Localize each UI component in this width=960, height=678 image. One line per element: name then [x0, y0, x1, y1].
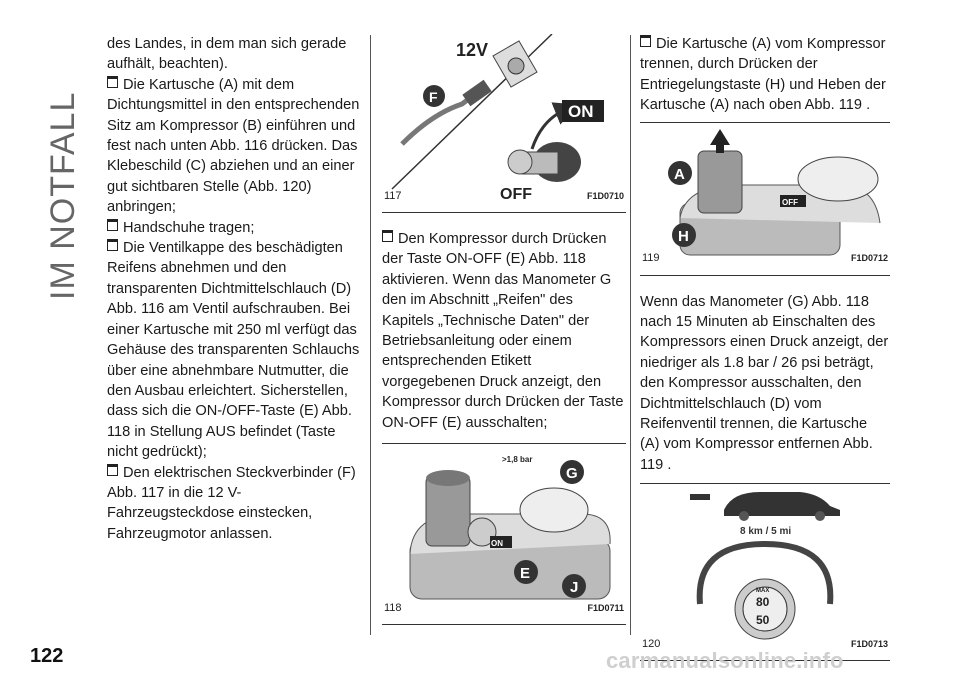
- figure-number: 118: [384, 601, 402, 614]
- paragraph: des Landes, in dem man sich gerade aufhält, beachten).: [107, 36, 347, 73]
- paragraph: Wenn das Manometer (G) Abb. 118 nach 15 Minuten ab Einschalten des Kompressors einen Druck anzeigt, der niedriger als 1.8 bar / 26 psi beträgt, den Kompressor ausschalten, den Dichtmittelschlauch (D) vom Reifenventil trennen, die Kartusche (A) vom Kompressor entfernen Abb. 119 .: [640, 293, 889, 473]
- text-column-2: [382, 34, 626, 625]
- figure-117: [382, 34, 626, 213]
- section-title: IM NOTFALL: [44, 91, 82, 300]
- label-80: 80: [756, 595, 770, 610]
- label-off: OFF: [782, 197, 798, 207]
- label-max: MAX: [756, 588, 770, 595]
- paragraph: Den Kompressor durch Drücken der Taste ON-OFF (E) Abb. 118 aktivieren. Wenn das Manometer G den im Abschnitt „Reifen" des Kapitels „Technische Daten" der Betriebsanleitung oder einem entsprechenden Etikett vorgegebenen Druck anzeigt, den Kompressor durch Drücken der Taste ON-OFF (E) ausschalten;: [382, 229, 626, 433]
- label-g: G: [566, 465, 578, 483]
- figure-code: F1D0710: [586, 190, 624, 201]
- label-a: A: [674, 165, 685, 183]
- figure-code: F1D0713: [850, 638, 888, 649]
- col2-text: [382, 229, 626, 433]
- column-divider: [630, 35, 631, 635]
- figure-118: [382, 444, 626, 625]
- paragraph: Die Ventilkappe des beschädigten Reifens abnehmen und den transparenten Dichtmittelschlauch (D) Abb. 116 am Ventil aufschrauben. Bei einer Kartusche mit 250 ml verfügt das Gehäuse des transparenten Schlauchs über eine abnehmbare Nutmutter, die den Ausbau erleichtert. Sicherstellen, dass sich die ON-/OFF-Taste (E) Abb. 118 in Stellung AUS befindet (Taste nicht gedrückt);: [107, 238, 360, 462]
- text-column-3: [640, 34, 890, 661]
- label-bar: >1,8 bar: [502, 455, 533, 465]
- watermark: carmanualsonline.info: [606, 648, 844, 673]
- figure-code: F1D0711: [587, 602, 624, 613]
- label-e: E: [520, 565, 531, 583]
- label-12v: 12V: [456, 40, 489, 60]
- label-on: ON: [491, 539, 503, 549]
- col3-text-mid: [640, 292, 890, 476]
- label-off: OFF: [500, 186, 532, 203]
- figure-120: [640, 484, 890, 661]
- label-f: F: [429, 89, 438, 105]
- column-divider: [370, 35, 371, 635]
- paragraph: Die Kartusche (A) vom Kompressor trennen, durch Drücken der Entriegelungstaste (H) und Heben der Kartusche (A) nach oben Abb. 119 .: [640, 34, 890, 116]
- text-column-1: [107, 34, 360, 544]
- figure-number: 119: [642, 252, 660, 265]
- paragraph: Den elektrischen Steckverbinder (F) Abb. 117 in die 12 V-Fahrzeugsteckdose einstecken, Fahrzeugmotor anlassen.: [107, 463, 360, 545]
- col3-text-top: [640, 34, 890, 116]
- label-speed: 8 km / 5 mi: [740, 526, 792, 538]
- label-h: H: [678, 227, 689, 245]
- label-50: 50: [756, 613, 770, 628]
- page-number: 122: [30, 645, 64, 667]
- figure-number: 120: [642, 637, 661, 650]
- paragraph: Die Kartusche (A) mit dem Dichtungsmittel in den entsprechenden Sitz am Kompressor (B) einführen und fest nach unten Abb. 116 drücken. Das Klebeschild (C) abziehen und an einer gut sichtbaren Stelle (Abb. 120) anbringen;: [107, 75, 360, 218]
- label-on: ON: [568, 102, 594, 121]
- paragraph: Handschuhe tragen;: [107, 218, 360, 238]
- label-j: J: [570, 579, 579, 597]
- figure-code: F1D0712: [850, 253, 888, 264]
- figure-number: 117: [384, 189, 402, 202]
- figure-119: [640, 123, 890, 276]
